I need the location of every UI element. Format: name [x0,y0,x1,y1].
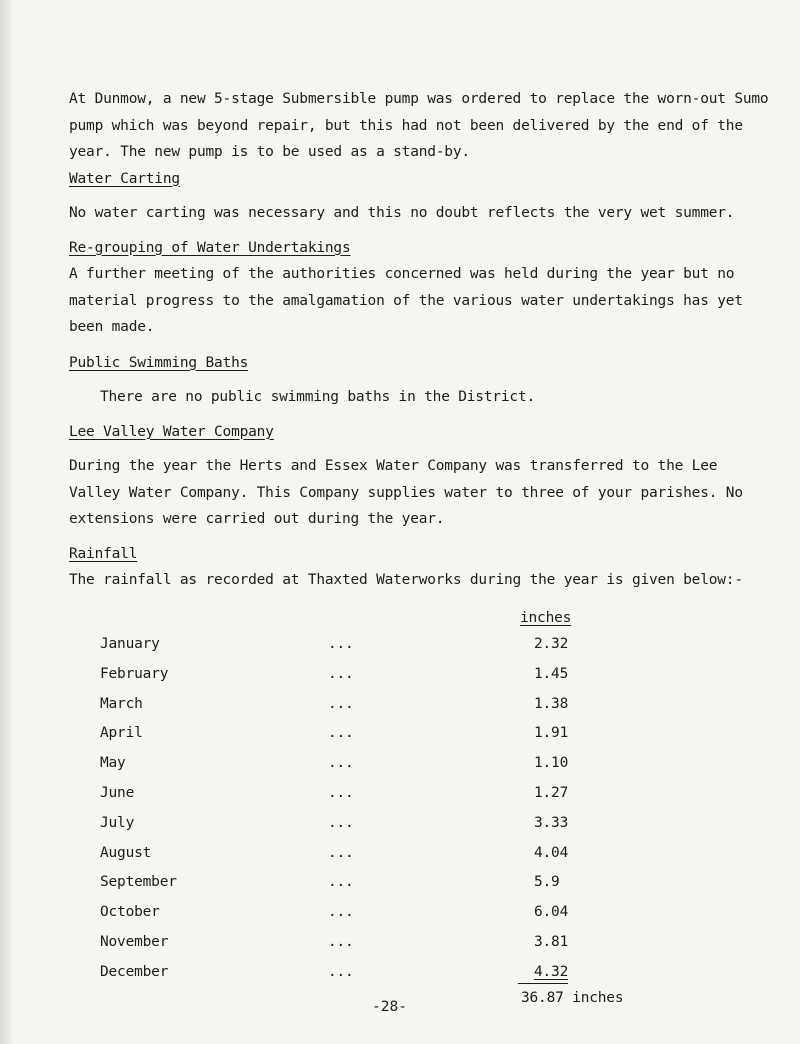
rainfall-unit-header: inches [520,610,572,626]
rainfall-month: September [100,874,177,891]
rainfall-total: 36.87 inches [521,990,624,1006]
leader-dots: ... [328,785,354,801]
leader-dots: ... [328,636,354,652]
rainfall-month: July [100,814,135,831]
rainfall-month: January [100,636,160,652]
rainfall-row [100,874,660,896]
lee-valley-paragraph: During the year the Herts and Essex Water Company was transferred to the Lee Valley Water Company. This Company supplies water to three of your parishes. No extensions were carried out during the year. [69,458,743,527]
regrouping-heading: Re-grouping of Water Undertakings [69,239,351,256]
rainfall-row [100,785,660,807]
rainfall-value: 3.33 [534,814,569,831]
rainfall-value: 4.32 [534,963,569,980]
regrouping-paragraph: A further meeting of the authorities concerned was held during the year but no material progress to the amalgamation of the various water undertakings has yet been made. [69,266,743,335]
rainfall-heading: Rainfall [69,545,138,562]
rainfall-month: May [100,755,126,772]
scan-edge-shadow [0,0,14,1044]
rainfall-row [100,636,660,658]
rainfall-month: August [100,844,152,861]
document-body [69,86,769,594]
leader-dots: ... [328,874,354,891]
rainfall-row [100,725,660,747]
rainfall-row [100,934,660,956]
rainfall-row [100,696,660,718]
lee-valley-heading: Lee Valley Water Company [69,423,274,440]
water-carting-heading: Water Carting [69,170,180,187]
rainfall-value: 4.04 [534,844,569,861]
water-carting-paragraph: No water carting was necessary and this no doubt reflects the very wet summer. [69,205,735,221]
rainfall-value: 1.27 [534,785,569,801]
leader-dots: ... [328,934,354,950]
page-number: -28- [372,999,407,1015]
rainfall-row [100,964,660,986]
rainfall-month: June [100,785,135,801]
leader-dots: ... [328,725,354,742]
rainfall-value: 2.32 [534,636,569,652]
rainfall-row [100,755,660,777]
rainfall-month: March [100,695,143,712]
leader-dots: ... [328,904,354,921]
rainfall-value: 1.45 [534,665,569,682]
leader-dots: ... [328,963,354,980]
rainfall-row [100,666,660,688]
rainfall-value: 1.10 [534,755,569,772]
leader-dots: ... [328,755,354,772]
rainfall-month: October [100,904,160,921]
rainfall-month: February [100,665,169,682]
swimming-heading: Public Swimming Baths [69,354,249,371]
intro-paragraph: At Dunmow, a new 5-stage Submersible pump was ordered to replace the worn-out Sumo pump which was beyond repair, but this had not been delivered by the end of the year. The new pump is to be used as a stand-by. [69,91,769,160]
rainfall-value: 3.81 [534,934,569,950]
swimming-paragraph: There are no public swimming baths in the District. [100,389,536,405]
leader-dots: ... [328,695,354,712]
rainfall-month: November [100,934,169,950]
leader-dots: ... [328,665,354,682]
rainfall-value: 1.91 [534,725,569,742]
leader-dots: ... [328,844,354,861]
leader-dots: ... [328,814,354,831]
rainfall-row [100,904,660,926]
rainfall-value: 6.04 [534,904,569,921]
rainfall-paragraph: The rainfall as recorded at Thaxted Waterworks during the year is given below:- [69,572,743,588]
rainfall-row [100,815,660,837]
rainfall-month: April [100,725,143,742]
rainfall-value: 5.9 [534,874,560,891]
rainfall-row [100,845,660,867]
rainfall-month: December [100,963,169,980]
rainfall-value: 1.38 [534,695,569,712]
